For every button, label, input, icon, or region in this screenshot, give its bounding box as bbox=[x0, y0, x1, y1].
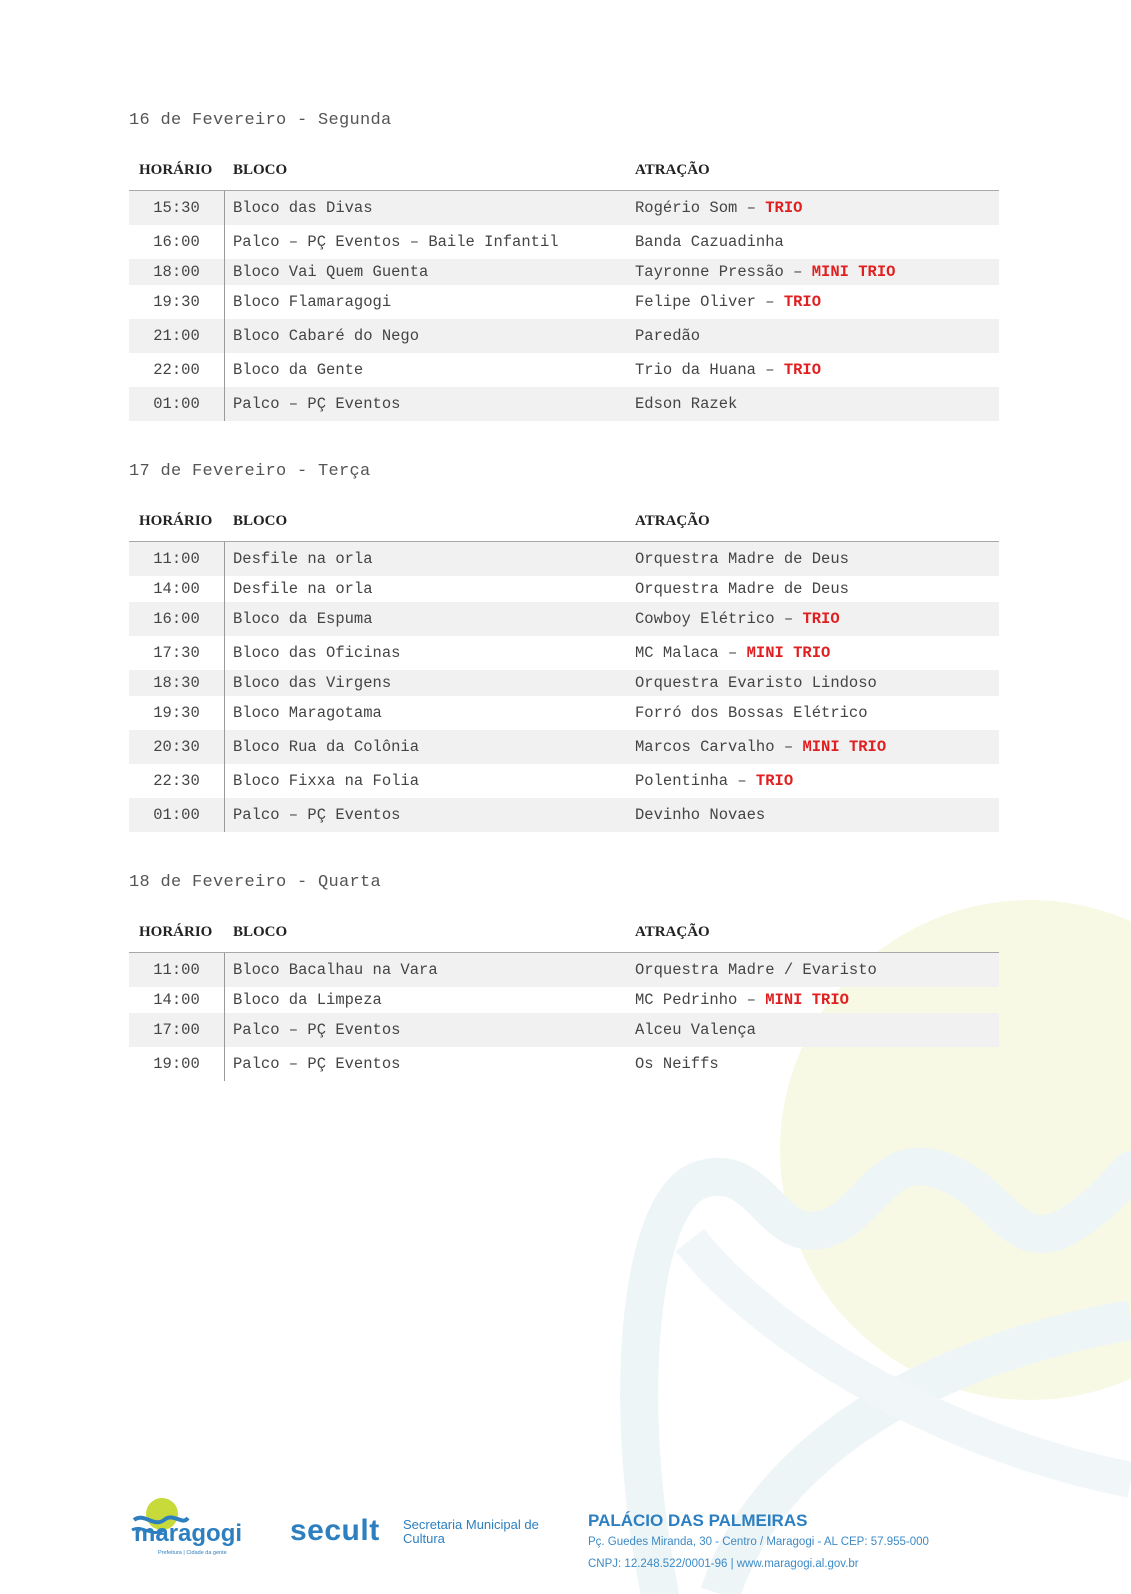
cell-time: 11:00 bbox=[129, 953, 225, 987]
table-header bbox=[129, 150, 999, 191]
cell-atracao bbox=[635, 199, 999, 217]
cell-time: 18:30 bbox=[129, 670, 225, 696]
cell-bloco: Bloco Cabaré do Nego bbox=[233, 327, 420, 345]
cell-atracao bbox=[635, 263, 999, 281]
table-row bbox=[129, 636, 999, 670]
maragogi-wordmark: maragogi bbox=[134, 1520, 243, 1547]
stage-tag: TRIO bbox=[802, 610, 840, 628]
day-title: 16 de Fevereiro - Segunda bbox=[129, 111, 392, 130]
cell-time: 22:00 bbox=[129, 353, 225, 387]
attraction-name: Rogério Som – bbox=[635, 199, 766, 217]
venue-cnpj: CNPJ: 12.248.522/0001-96 | www.maragogi.al.gov.br bbox=[588, 1558, 859, 1570]
cell-bloco: Desfile na orla bbox=[233, 580, 373, 598]
cell-atracao bbox=[635, 806, 999, 824]
table-row bbox=[129, 285, 999, 319]
attraction-name: Edson Razek bbox=[635, 395, 738, 413]
cell-bloco: Bloco Rua da Colônia bbox=[233, 738, 420, 756]
cell-bloco: Bloco Vai Quem Guenta bbox=[233, 263, 429, 281]
table-row bbox=[129, 730, 999, 764]
cell-time: 22:30 bbox=[129, 764, 225, 798]
cell-atracao bbox=[635, 550, 999, 568]
cell-bloco: Bloco das Oficinas bbox=[233, 644, 401, 662]
cell-bloco: Palco – PÇ Eventos bbox=[233, 1055, 401, 1073]
table-row bbox=[129, 764, 999, 798]
cell-bloco: Bloco da Limpeza bbox=[233, 991, 382, 1009]
attraction-name: MC Malaca – bbox=[635, 644, 747, 662]
cell-time: 14:00 bbox=[129, 576, 225, 602]
cell-bloco: Desfile na orla bbox=[233, 550, 373, 568]
stage-tag: MINI TRIO bbox=[802, 738, 887, 756]
cell-atracao bbox=[635, 991, 999, 1009]
table-header bbox=[129, 912, 999, 953]
cell-atracao bbox=[635, 395, 999, 413]
cell-bloco: Bloco Fixxa na Folia bbox=[233, 772, 420, 790]
header-bloco: BLOCO bbox=[233, 923, 288, 940]
cell-bloco: Palco – PÇ Eventos bbox=[233, 1021, 401, 1039]
cell-time: 15:30 bbox=[129, 191, 225, 225]
cell-atracao bbox=[635, 644, 999, 662]
cell-atracao bbox=[635, 580, 999, 598]
maragogi-tagline: Prefeitura | Cidade da gente bbox=[158, 1550, 227, 1556]
attraction-name: Orquestra Madre de Deus bbox=[635, 550, 849, 568]
header-bloco: BLOCO bbox=[233, 161, 288, 178]
cell-time: 11:00 bbox=[129, 542, 225, 576]
cell-time: 19:30 bbox=[129, 285, 225, 319]
cell-time: 16:00 bbox=[129, 602, 225, 636]
cell-time: 01:00 bbox=[129, 798, 225, 832]
day-section-18 bbox=[129, 870, 999, 1081]
stage-tag: TRIO bbox=[783, 293, 822, 311]
attraction-name: Devinho Novaes bbox=[635, 806, 766, 824]
stage-tag: MINI TRIO bbox=[765, 991, 849, 1009]
table-row bbox=[129, 259, 999, 285]
table-row bbox=[129, 353, 999, 387]
header-atracao: ATRAÇÃO bbox=[635, 923, 710, 940]
table-row bbox=[129, 987, 999, 1013]
cell-time: 19:00 bbox=[129, 1047, 225, 1081]
secult-description: Secretaria Municipal de Cultura bbox=[403, 1517, 539, 1546]
header-bloco: BLOCO bbox=[233, 512, 288, 529]
header-time: HORÁRIO bbox=[139, 923, 213, 940]
cell-bloco: Bloco das Virgens bbox=[233, 674, 392, 692]
cell-atracao bbox=[635, 674, 999, 692]
cell-atracao bbox=[635, 738, 999, 756]
table-row bbox=[129, 1047, 999, 1081]
attraction-name: Tayronne Pressão – bbox=[635, 263, 812, 281]
footer bbox=[0, 1490, 1131, 1594]
cell-bloco: Bloco da Gente bbox=[233, 361, 364, 379]
attraction-name: Cowboy Elétrico – bbox=[635, 610, 803, 628]
stage-tag: TRIO bbox=[765, 199, 803, 217]
header-atracao: ATRAÇÃO bbox=[635, 512, 710, 529]
cell-bloco: Bloco Flamaragogi bbox=[233, 293, 392, 311]
header-time: HORÁRIO bbox=[139, 512, 213, 529]
table-body bbox=[129, 191, 999, 421]
cell-time: 14:00 bbox=[129, 987, 225, 1013]
cell-atracao bbox=[635, 327, 999, 345]
cell-time: 01:00 bbox=[129, 387, 225, 421]
table-body bbox=[129, 542, 999, 832]
table-row bbox=[129, 319, 999, 353]
table-row bbox=[129, 798, 999, 832]
cell-atracao bbox=[635, 1055, 999, 1073]
attraction-name: Polentinha – bbox=[635, 772, 756, 790]
table-row bbox=[129, 576, 999, 602]
cell-time: 16:00 bbox=[129, 225, 225, 259]
attraction-name: Orquestra Madre / Evaristo bbox=[635, 961, 877, 979]
cell-bloco: Bloco das Divas bbox=[233, 199, 373, 217]
table-body bbox=[129, 953, 999, 1081]
cell-bloco: Palco – PÇ Eventos bbox=[233, 806, 401, 824]
table-row bbox=[129, 542, 999, 576]
cell-time: 17:00 bbox=[129, 1013, 225, 1047]
secult-wordmark: secult bbox=[290, 1514, 380, 1547]
attraction-name: Forró dos Bossas Elétrico bbox=[635, 704, 868, 722]
table-row bbox=[129, 191, 999, 225]
day-title: 17 de Fevereiro - Terça bbox=[129, 462, 371, 481]
attraction-name: Marcos Carvalho – bbox=[635, 738, 803, 756]
table-row bbox=[129, 1013, 999, 1047]
attraction-name: Banda Cazuadinha bbox=[635, 233, 784, 251]
venue-address: Pç. Guedes Miranda, 30 - Centro / Maragogi - AL CEP: 57.955-000 bbox=[588, 1536, 929, 1548]
cell-bloco: Palco – PÇ Eventos – Baile Infantil bbox=[233, 233, 559, 251]
attraction-name: Alceu Valença bbox=[635, 1021, 756, 1039]
stage-tag: MINI TRIO bbox=[811, 263, 896, 281]
cell-bloco: Bloco da Espuma bbox=[233, 610, 373, 628]
attraction-name: Felipe Oliver – bbox=[635, 293, 784, 311]
cell-bloco: Bloco Maragotama bbox=[233, 704, 382, 722]
cell-bloco: Palco – PÇ Eventos bbox=[233, 395, 401, 413]
table-row bbox=[129, 387, 999, 421]
attraction-name: Paredão bbox=[635, 327, 701, 345]
header-atracao: ATRAÇÃO bbox=[635, 161, 710, 178]
cell-time: 20:30 bbox=[129, 730, 225, 764]
attraction-name: Os Neiffs bbox=[635, 1055, 719, 1073]
table-header bbox=[129, 501, 999, 542]
table-row bbox=[129, 953, 999, 987]
header-time: HORÁRIO bbox=[139, 161, 213, 178]
stage-tag: TRIO bbox=[755, 772, 794, 790]
cell-atracao bbox=[635, 961, 999, 979]
cell-time: 17:30 bbox=[129, 636, 225, 670]
attraction-name: Trio da Huana – bbox=[635, 361, 784, 379]
attraction-name: Orquestra Madre de Deus bbox=[635, 580, 849, 598]
cell-atracao bbox=[635, 704, 999, 722]
cell-bloco: Bloco Bacalhau na Vara bbox=[233, 961, 438, 979]
attraction-name: Orquestra Evaristo Lindoso bbox=[635, 674, 877, 692]
table-row bbox=[129, 670, 999, 696]
schedule-content bbox=[129, 108, 999, 1119]
day-section-17 bbox=[129, 459, 999, 832]
cell-time: 21:00 bbox=[129, 319, 225, 353]
day-title: 18 de Fevereiro - Quarta bbox=[129, 873, 382, 892]
table-row bbox=[129, 696, 999, 730]
cell-time: 19:30 bbox=[129, 696, 225, 730]
cell-atracao bbox=[635, 293, 999, 311]
cell-atracao bbox=[635, 1021, 999, 1039]
cell-atracao bbox=[635, 772, 999, 790]
table-row bbox=[129, 225, 999, 259]
stage-tag: MINI TRIO bbox=[746, 644, 831, 662]
cell-atracao bbox=[635, 610, 999, 628]
cell-time: 18:00 bbox=[129, 259, 225, 285]
day-section-16 bbox=[129, 108, 999, 421]
cell-atracao bbox=[635, 233, 999, 251]
stage-tag: TRIO bbox=[783, 361, 822, 379]
venue-title: PALÁCIO DAS PALMEIRAS bbox=[588, 1511, 808, 1530]
attraction-name: MC Pedrinho – bbox=[635, 991, 766, 1009]
table-row bbox=[129, 602, 999, 636]
cell-atracao bbox=[635, 361, 999, 379]
